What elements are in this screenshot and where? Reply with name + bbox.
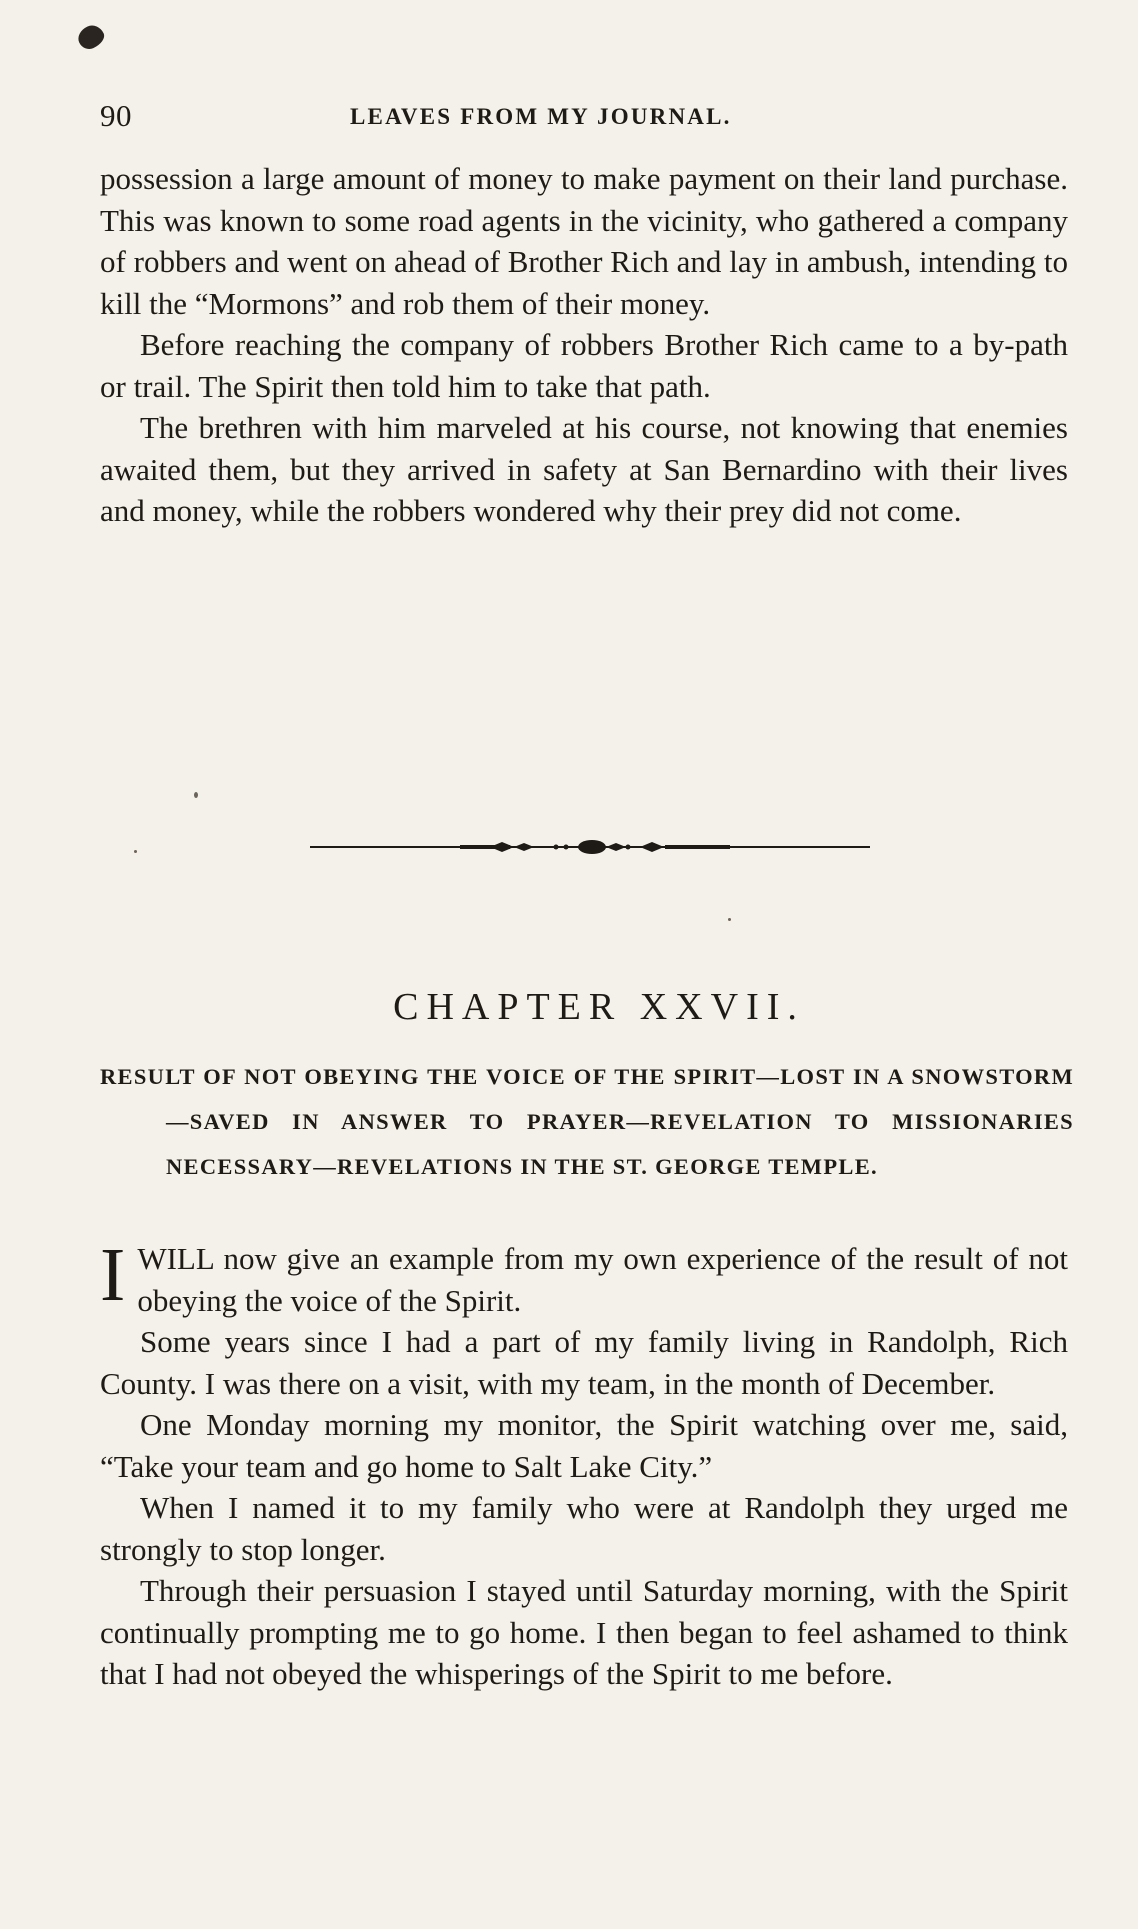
page-number: 90 bbox=[100, 98, 132, 133]
running-title: LEAVES FROM MY JOURNAL. bbox=[350, 104, 732, 129]
paragraph: The brethren with him marveled at his course, not knowing that enemies awaited them, but they arrived in safety at San Bernardino with their lives and money, while the robbers wondered why their prey did not come. bbox=[100, 410, 1068, 528]
section-divider-ornament bbox=[310, 838, 870, 856]
paragraph: One Monday morning my monitor, the Spirit watching over me, said, “Take your team and go home to Salt Lake City.” bbox=[100, 1407, 1068, 1484]
opening-paragraph bbox=[100, 1233, 1068, 1321]
drop-cap: I bbox=[100, 1233, 126, 1317]
stray-mark bbox=[134, 850, 137, 853]
paragraph: Through their persuasion I stayed until Saturday morning, with the Spirit continually prompting me to go home. I then began to feel ashamed to think that I had not obeyed the whisperings of the Spirit to me before. bbox=[100, 1573, 1068, 1691]
paragraph: When I named it to my family who were at Randolph they urged me strongly to stop longer. bbox=[100, 1490, 1068, 1567]
chapter-text bbox=[100, 1233, 1068, 1695]
opening-paragraph-text: WILL now give an example from my own experience of the result of not obeying the voice of the Spirit. bbox=[137, 1241, 1068, 1318]
paragraph: possession a large amount of money to make payment on their land purchase. This was known to some road agents in the vicinity, who gathered a company of robbers and went on ahead of Brother Rich and lay in ambush, intending to kill the “Mormons” and rob them of their money. bbox=[100, 161, 1068, 321]
page-header bbox=[100, 98, 1068, 138]
ink-blot-mark bbox=[75, 22, 108, 53]
stray-mark bbox=[194, 792, 198, 798]
paragraph: Before reaching the company of robbers Brother Rich came to a by-path or trail. The Spirit then told him to take that path. bbox=[100, 327, 1068, 404]
preceding-chapter-text bbox=[100, 158, 1068, 532]
chapter-synopsis: RESULT OF NOT OBEYING THE VOICE OF THE SPIRIT—LOST IN A SNOWSTORM—SAVED IN ANSWER TO PRAYER—REVELATION TO MISSIONARIES NECESSARY—REVELATIONS IN THE ST. GEORGE TEMPLE. bbox=[100, 1064, 1074, 1179]
stray-mark bbox=[728, 918, 731, 921]
chapter-title: CHAPTER XXVII. bbox=[393, 986, 805, 1028]
paragraph: Some years since I had a part of my family living in Randolph, Rich County. I was there on a visit, with my team, in the month of December. bbox=[100, 1324, 1068, 1401]
